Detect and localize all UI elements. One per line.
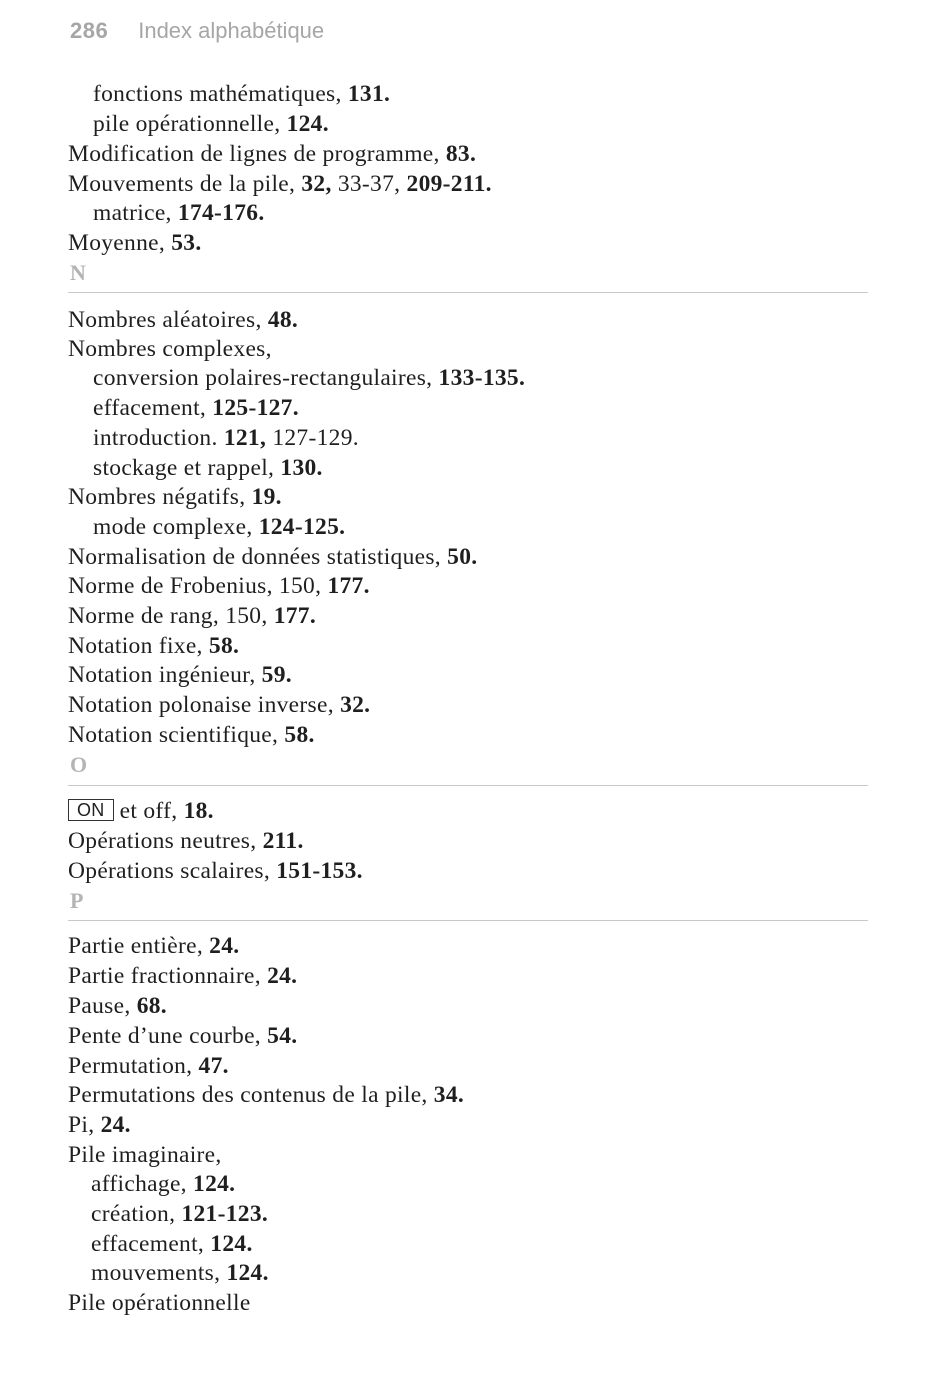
- entry-term: mode complexe,: [93, 514, 259, 540]
- entry-page-ref: 177.: [273, 603, 317, 629]
- header-title: Index alphabétique: [138, 18, 325, 43]
- index-entry: [68, 827, 304, 855]
- index-entry: [91, 1259, 269, 1287]
- index-entry: [91, 1200, 268, 1228]
- entry-page-ref: 19.: [251, 484, 282, 510]
- on-key-icon: ON: [68, 799, 114, 821]
- entry-page-ref: 124.: [210, 1231, 253, 1257]
- page-number: 286: [70, 18, 109, 43]
- index-entry: [68, 1111, 131, 1139]
- index-entry: [68, 140, 476, 168]
- entry-term: Permutation,: [68, 1053, 199, 1079]
- index-entry: [68, 229, 202, 257]
- index-entry: [91, 1230, 253, 1258]
- entry-page-ref: 58.: [208, 633, 240, 659]
- entry-term: Notation polonaise inverse,: [68, 692, 341, 718]
- entry-page-ref: 121,: [223, 425, 267, 451]
- entry-page-ref: 121-123.: [181, 1201, 269, 1227]
- entry-term: Pile imaginaire,: [68, 1142, 222, 1168]
- entry-term: création,: [91, 1201, 182, 1227]
- entry-page-ref: 151-153.: [276, 858, 363, 884]
- entry-page-ref: 131.: [347, 81, 391, 107]
- entry-term: Pause,: [68, 993, 137, 1019]
- entry-term: Notation ingénieur,: [68, 662, 262, 688]
- section-letter: O: [70, 752, 88, 777]
- index-entry: [93, 364, 525, 392]
- entry-page-ref: 177.: [327, 573, 370, 599]
- entry-page-ref: 124.: [193, 1171, 236, 1197]
- entry-page-ref: 83.: [445, 141, 477, 167]
- entry-term: Nombres complexes,: [68, 336, 272, 362]
- section-letter: P: [70, 888, 84, 913]
- entry-term: introduction.: [93, 425, 224, 451]
- index-entry: [68, 1289, 251, 1317]
- index-entry: [68, 632, 239, 660]
- entry-page-ref: 59.: [261, 662, 292, 688]
- entry-term: affichage,: [91, 1171, 194, 1197]
- entry-term: Notation fixe,: [68, 633, 209, 659]
- entry-term: stockage et rappel,: [93, 455, 281, 481]
- entry-term: effacement,: [93, 395, 213, 421]
- index-entry: [68, 602, 316, 630]
- index-entry: [68, 572, 370, 600]
- entry-page-ref: 68.: [136, 993, 167, 1019]
- entry-page-ref: 58.: [284, 722, 315, 748]
- index-entry: [68, 857, 363, 885]
- index-entry: [68, 1022, 297, 1050]
- entry-page-ref: 48.: [267, 307, 299, 333]
- entry-term: Moyenne,: [68, 230, 172, 256]
- entry-term: mouvements,: [91, 1260, 227, 1286]
- index-entry: [68, 335, 272, 363]
- index-entry: [93, 80, 390, 108]
- entry-page-ref: 124.: [226, 1260, 269, 1286]
- entry-term: matrice,: [93, 200, 178, 226]
- entry-term: Pente d’une courbe,: [68, 1023, 268, 1049]
- entry-page-ref: 124-125.: [258, 514, 346, 540]
- entry-page-ref: 130.: [280, 455, 323, 481]
- index-entry: [68, 543, 477, 571]
- entry-term: Nombres aléatoires,: [68, 307, 268, 333]
- entry-page-ref: 32,: [301, 171, 332, 197]
- entry-term: Norme de rang, 150,: [68, 603, 274, 629]
- index-entry: [68, 691, 370, 719]
- section-divider: [68, 920, 868, 921]
- entry-term: Partie entière,: [68, 933, 210, 959]
- page-header: [70, 18, 324, 44]
- entry-page-ref: 54.: [267, 1023, 298, 1049]
- section-divider: [68, 785, 868, 786]
- index-entry: [68, 1141, 222, 1169]
- index-entry: [68, 721, 315, 749]
- entry-term: pile opérationnelle,: [93, 111, 287, 137]
- entry-term: Pi,: [68, 1112, 101, 1138]
- entry-term: Modification de lignes de programme,: [68, 141, 446, 167]
- index-entry: [68, 661, 292, 689]
- entry-term: Normalisation de données statistiques,: [68, 544, 448, 570]
- index-entry: [68, 1052, 229, 1080]
- entry-page-ref: 124.: [286, 111, 329, 137]
- index-entry: [93, 454, 323, 482]
- entry-page-ref: 133-135.: [438, 365, 526, 391]
- entry-page-ref: 125-127.: [212, 395, 299, 421]
- entry-page-ref: 211.: [262, 828, 304, 854]
- index-entry: [68, 992, 167, 1020]
- entry-term: effacement,: [91, 1231, 211, 1257]
- entry-term: Opérations scalaires,: [68, 858, 277, 884]
- entry-term: Norme de Frobenius, 150,: [68, 573, 328, 599]
- entry-page-ref: 24.: [209, 933, 240, 959]
- entry-page-ref-plain: 33-37,: [331, 171, 407, 197]
- section-divider: [68, 292, 868, 293]
- entry-page-ref: 24.: [100, 1112, 131, 1138]
- entry-page-ref: 34.: [433, 1082, 465, 1108]
- entry-page-ref: 32.: [340, 692, 371, 718]
- index-entry: [68, 306, 298, 334]
- entry-term: Pile opérationnelle: [68, 1290, 251, 1316]
- index-entry: [68, 797, 214, 825]
- index-entry: [68, 962, 297, 990]
- entry-term: Mouvements de la pile,: [68, 171, 302, 197]
- entry-term: Nombres négatifs,: [68, 484, 252, 510]
- index-entry: [93, 424, 359, 452]
- entry-page-ref: 24.: [267, 963, 298, 989]
- entry-page-ref: 53.: [171, 230, 202, 256]
- index-entry: [93, 110, 329, 138]
- index-entry: [68, 1081, 464, 1109]
- entry-page-ref: 18.: [183, 798, 214, 824]
- entry-page-ref-plain: 127-129.: [266, 425, 359, 451]
- entry-term: Partie fractionnaire,: [68, 963, 268, 989]
- index-entry: [68, 170, 492, 198]
- entry-term: Notation scientifique,: [68, 722, 285, 748]
- index-entry: [93, 513, 345, 541]
- entry-term: Permutations des contenus de la pile,: [68, 1082, 434, 1108]
- index-entry: [93, 199, 265, 227]
- entry-term: fonctions mathématiques,: [93, 81, 348, 107]
- entry-page-ref: 50.: [447, 544, 478, 570]
- entry-term: Opérations neutres,: [68, 828, 263, 854]
- section-letter: N: [70, 260, 86, 285]
- entry-term: conversion polaires-rectangulaires,: [93, 365, 439, 391]
- index-entry: [93, 394, 299, 422]
- entry-term: et off,: [119, 798, 184, 824]
- entry-page-ref: 174-176.: [177, 200, 265, 226]
- index-entry: [91, 1170, 235, 1198]
- entry-page-ref: 47.: [198, 1053, 229, 1079]
- entry-page-ref: 209-211.: [406, 171, 492, 197]
- index-entry: [68, 483, 282, 511]
- index-entry: [68, 932, 239, 960]
